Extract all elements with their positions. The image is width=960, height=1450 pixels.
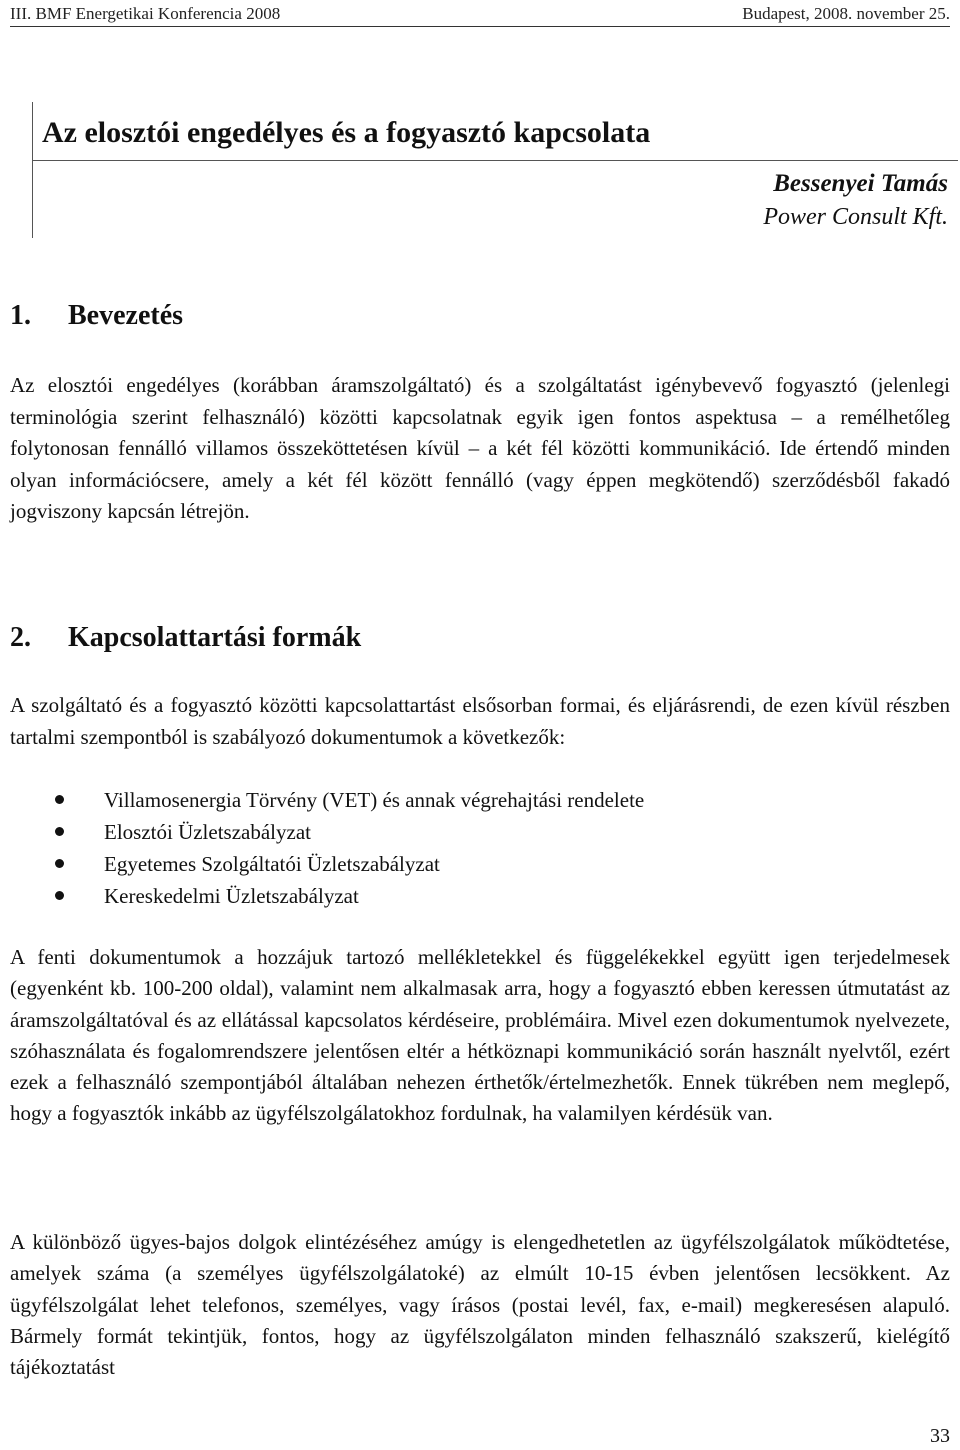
section-heading-1 <box>10 300 183 332</box>
section-2-intro: A szolgáltató és a fogyasztó közötti kapcsolattartást elsősorban formai, és eljárásrendi, de ezen kívül részben tartalmi szempontból is szabályozó dokumentumok a következők: <box>10 693 950 749</box>
section-title: Bevezetés <box>68 300 184 331</box>
page-number: 33 <box>930 1425 950 1447</box>
title-vertical-rule <box>32 102 33 238</box>
bullet-icon <box>55 795 64 804</box>
running-header <box>10 4 950 27</box>
body-paragraph: A különböző ügyes-bajos dolgok elintézéséhez amúgy is elengedhetetlen az ügyfélszolgálatok működtetése, amelyek száma (a személyes ügyfélszolgálatoké) az elmúlt 10-15 évben jelentősen lecsökkent. Az ügyfélszolgálat lehet telefonos, személyes, vagy írásos (postai levél, fax, e-mail) megkeresésen alapuló. Bármely formát tekintjük, fontos, hogy az ügyfélszolgálaton minden felhasználó szakszerű, kielégítő tájékoztatást <box>10 1230 950 1380</box>
section-heading-2 <box>10 622 361 654</box>
list-item: Elosztói Üzletszabályzat <box>0 817 940 849</box>
title-block <box>32 102 960 238</box>
paper-title: Az elosztói engedélyes és a fogyasztó kapcsolata <box>42 116 651 149</box>
document-list <box>0 785 940 913</box>
conference-name: III. BMF Energetikai Konferencia 2008 <box>10 4 281 23</box>
conference-place-date: Budapest, 2008. november 25. <box>742 4 950 23</box>
section-number: 1. <box>10 300 31 331</box>
section-number: 2. <box>10 622 31 653</box>
author-organization: Power Consult Kft. <box>763 204 948 230</box>
intro-paragraph: Az elosztói engedélyes (korábban áramszolgáltató) és a szolgáltatást igénybevevő fogyasztó (jelenlegi terminológia szerint felhasználó) közötti kapcsolatnak egyik igen fontos aspektusa – a remélhetőleg folytonosan fennálló villamos összeköttetésen kívül – a két fél közötti kommunikáció. Ide értendő minden olyan információcsere, amely a két fél között fennálló (vagy éppen megkötendő) szerződésből fakadó jogviszony kapcsán létrejön. <box>10 373 950 524</box>
bullet-icon <box>55 891 64 900</box>
bullet-icon <box>55 859 64 868</box>
body-paragraph: A fenti dokumentumok a hozzájuk tartozó mellékletekkel és függelékekkel együtt igen terjedelmesek (egyenként kb. 100-200 oldal), valamint nem alkalmasak arra, hogy a fogyasztó ebben keressen útmutatást az áramszolgáltatóval és az ellátással kapcsolatos kérdéseire, problémáira. Mivel ezen dokumentumok nyelvezete, szóhasználata és fogalomrendszere jelentősen eltér a hétköznapi kommunikáció során használt nyelvtől, ezért ezek a felhasználó szempontjából általában nehezen érthetők/értelmezhetők. Ennek tükrében nem meglepő, hogy a fogyasztók inkább az ügyfélszolgálatokhoz fordulnak, ha valamilyen kérdésük van. <box>10 945 950 1126</box>
list-item: Villamosenergia Törvény (VET) és annak végrehajtási rendelete <box>0 785 940 817</box>
author-name: Bessenyei Tamás <box>773 170 948 197</box>
list-item: Kereskedelmi Üzletszabályzat <box>0 881 940 913</box>
title-horizontal-rule <box>32 160 958 161</box>
bullet-icon <box>55 827 64 836</box>
list-item: Egyetemes Szolgáltatói Üzletszabályzat <box>0 849 940 881</box>
section-title: Kapcsolattartási formák <box>68 622 362 653</box>
